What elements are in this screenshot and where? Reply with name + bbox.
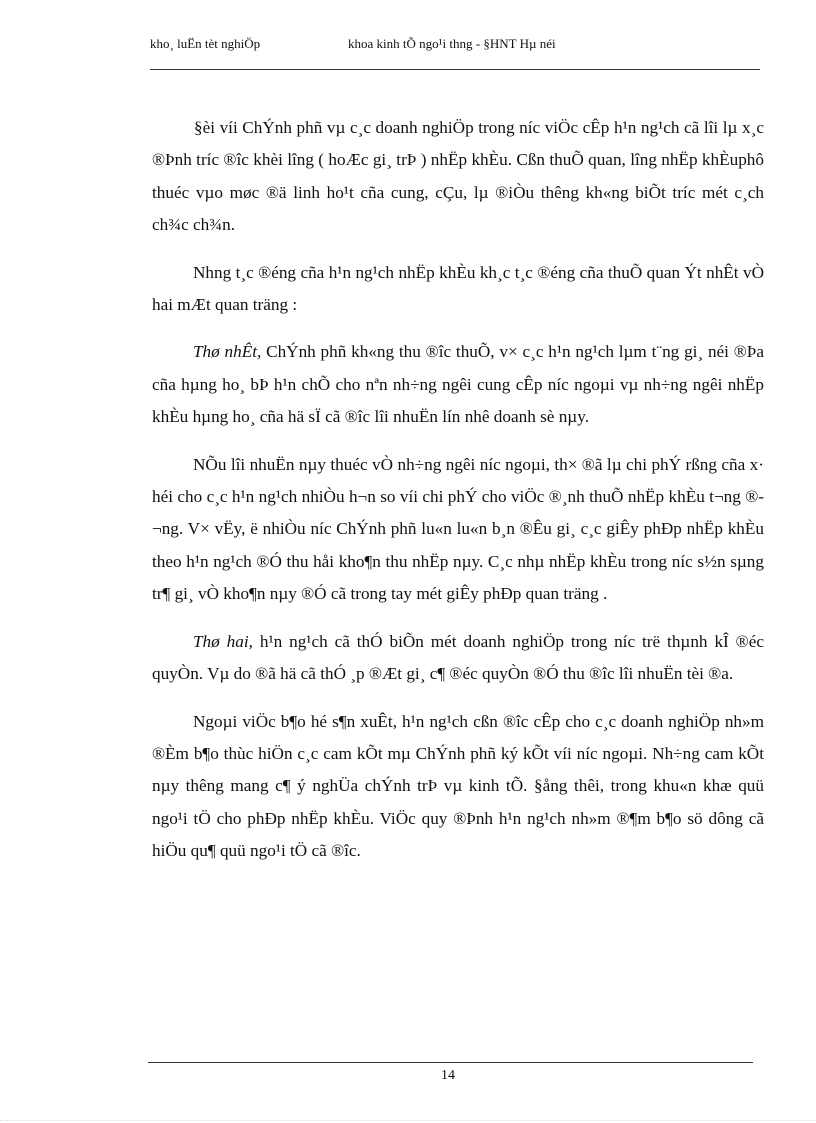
paragraph: [152, 112, 764, 242]
paragraph: [152, 336, 764, 433]
paragraph-text: Nhng t¸c ®éng cña h¹n ng¹ch nhËp khÈu kh¸c t¸c ®éng cña thuÕ quan Ýt nhÊt vÒ hai mÆt quan träng :: [152, 262, 764, 315]
footer-divider: [148, 1062, 753, 1063]
paragraph: [152, 626, 764, 691]
paragraph-lead: Thø hai,: [193, 631, 253, 651]
header-faculty-label: khoa kinh tÕ ngo¹i thng - §HNT Hµ néi: [348, 36, 556, 51]
document-body: [152, 112, 764, 883]
paragraph-text: §èi víi ChÝnh phñ vµ c¸c doanh nghiÖp trong níc viÖc cÊp h¹n ng¹ch cã lîi lµ x¸c ®Þnh tríc ®îc khèi lîng ( hoÆc gi¸ trÞ ) nhËp khÈu. Cßn thuÕ quan, lîng nhËp khÈuphô thuéc vµo møc ®ä linh ho¹t cña cung, cÇu, lµ ®iÒu thêng kh«ng biÕt tríc mét c¸ch ch¾c ch¾n.: [152, 118, 764, 235]
paragraph: [152, 257, 764, 322]
paragraph-text: h¹n ng¹ch cã thÓ biÕn mét doanh nghiÖp trong níc trë thµnh kÎ ®éc quyÒn. Vµ do ®ã hä cã thÓ ¸p ®Æt gi¸ c¶ ®éc quyÒn ®Ó thu ®îc lîi nhuËn tèi ®a.: [152, 631, 764, 684]
paragraph: [152, 706, 764, 868]
paragraph: [152, 449, 764, 611]
paragraph-lead: Thø nhÊt,: [193, 342, 262, 362]
paragraph-text: Ngoµi viÖc b¶o hé s¶n xuÊt, h¹n ng¹ch cßn ®îc cÊp cho c¸c doanh nghiÖp nh»m ®Èm b¶o thùc hiÖn c¸c cam kÕt mµ ChÝnh phñ ký kÕt víi níc ngoµi. Nh÷ng cam kÕt nµy thêng mang c¶ ý nghÜa chÝnh trÞ vµ kinh tÕ. §ång thêi, trong khu«n khæ quü ngo¹i tÖ cho phÐp nhËp khÈu. ViÖc quy ®Þnh h¹n ng¹ch nh»m ®¶m b¶o sö dông cã hiÖu qu¶ quü ngo¹i tÖ cã ®îc.: [152, 711, 764, 861]
page-header: [150, 36, 760, 58]
page-edge-divider: [0, 1120, 816, 1121]
header-divider: [150, 69, 760, 70]
paragraph-text: ChÝnh phñ kh«ng thu ®îc thuÕ, v× c¸c h¹n ng¹ch lµm t¨ng gi¸ néi ®Þa cña hµng ho¸ bÞ h¹n chÕ cho nªn nh÷ng ngêi cung cÊp níc ngoµi vµ nh÷ng ngêi nhËp khÈu hµng ho¸ cña hä sÏ cã ®îc lîi nhuËn lín nhê doanh sè nµy.: [152, 342, 764, 427]
page-number: 14: [441, 1068, 455, 1083]
header-thesis-label: kho¸ luËn tèt nghiÖp: [150, 36, 261, 51]
paragraph-text: NÕu lîi nhuËn nµy thuéc vÒ nh÷ng ngêi níc ngoµi, th× ®ã lµ chi phÝ rßng cña x· héi cho c¸c h¹n ng¹ch nhiÒu h¬n so víi chi phÝ cho viÖc ®¸nh thuÕ nhËp khÈu t¬ng ®¬ng. V× vËy, ë nhiÒu níc ChÝnh phñ lu«n lu«n b¸n ®Êu gi¸ c¸c giÊy phÐp nhËp khÈu theo h¹n ng¹ch ®Ó thu håi kho¶n thu nhËp nµy. C¸c nhµ nhËp khÈu trong níc s½n sµng tr¶ gi¸ vÒ kho¶n nµy ®Ó cã trong tay mét giÊy phÐp quan träng .: [152, 454, 764, 604]
